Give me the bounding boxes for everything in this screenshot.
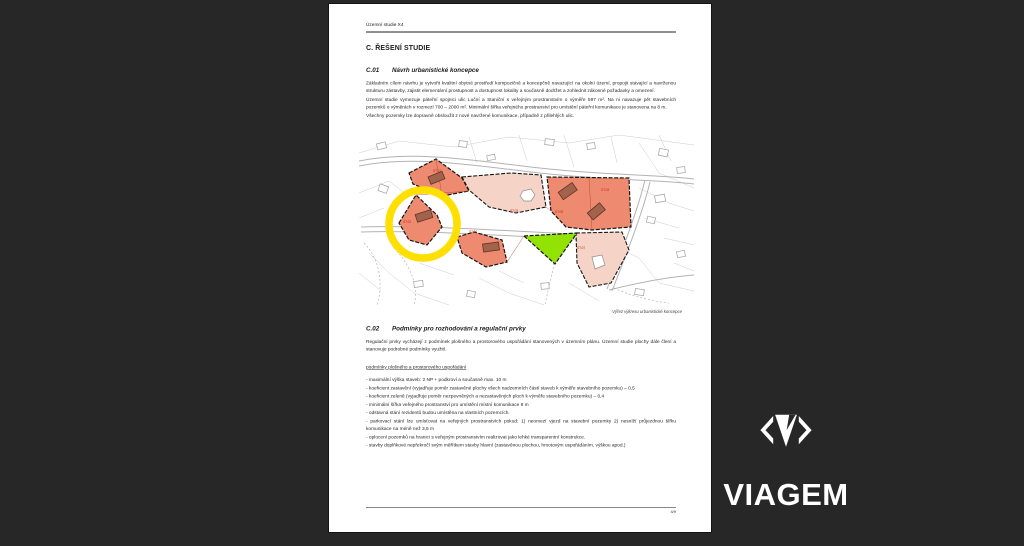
parcel-label: ST.07 [577,246,586,251]
brand-watermark [706,412,866,513]
parcel-st04-st05 [547,177,631,230]
parcel-label: ST.04 [601,188,610,193]
map-drawing [359,133,694,308]
parcel-label: ST.05 [555,210,564,215]
brand-name: VIAGEM [723,477,849,512]
page-number: 4/9 [670,509,676,514]
parcel-label: ST.01 [433,169,442,174]
list-item: - oplocení pozemků na hranici s veřejným prostranstvím realizovat jako lehké transparentní konstrukce. [366,434,586,440]
paragraph: Základním cílem návrhu je vytvořit kvalitní obytné prostředí kompozičně a koncepčně navazující na okolní území, propojit stávající a navrženou strukturu zástavby, zajistit elementární prostupnost a dostupnost lokality a současně dodržet a zohlednit zákonné požadavky a omezení. [366,80,676,94]
list-item: - minimální šířka veřejného prostranství pro umístění místní komunikace 8 m [366,401,529,408]
section-c02-heading [366,325,676,332]
section-c02-title: Podmínky pro rozhodování a regulační prvky [392,325,526,333]
document-header-title: Územní studie X4 [366,22,676,33]
paragraph: Všechny pozemky lze dopravně obsloužit z nové navržené komunikace, případně z přilehlých ulic. [366,113,575,119]
paragraph: Regulační prvky vycházejí z podmínek plošného a prostorového uspořádání stanovených v územním plánu. Územní studie plochy dále člení a stanovuje podrobné podmínky využití. [366,339,676,353]
list-item: - odstavná stání rezidentů budou umístěna na vlastních pozemcích. [366,410,510,416]
list-item: - koeficient zeleně (vyjadřuje poměr nezpevněných a nezastavěných ploch k výměře stavebního pozemku) – 0,4 [366,393,605,400]
conditions-subheading: podmínky plošného a prostorového uspořádání [366,364,467,371]
section-c01-heading [366,67,676,74]
urban-concept-map-figure [359,133,694,314]
gem-icon [754,412,818,470]
map-caption: Výřez výkresu urbanistické koncepce [612,309,682,315]
parcel-label: ST.03 [510,209,519,214]
footer-divider [366,507,676,514]
chapter-title: C. ŘEŠENÍ STUDIE [366,43,431,52]
list-item: - parkovací stání lze umísťovat na veřejných prostranstvích pokud: 1) neomezí vjezd na stavební pozemky 2) nesníží průjezdnou šířku komunikace na méně než 3,5 m [366,418,676,432]
section-c02-number: C.02 [366,325,380,333]
document-page [328,3,712,533]
list-item: - stavby doplňkové nepřekročí svým měřítkem stavby hlavní (zastavěnou plochou, hmotovým uspořádáním, výškou apod.) [366,442,626,449]
parcel-label: ST.06 [469,230,478,235]
paragraph: Územní studie vymezuje páteřní spojnici ulic Luční a Staniční s veřejným prostranstvím o výměře 597 m². Na ni navazuje pět stavebních pozemků o výměrách v rozmezí 700 – 2000 m². Minimální šířka veřejného prostranství pro umístění páteřní komunikace je stanovena na 8 m. [366,96,676,110]
list-item: - maximální výška staveb: 2 NP + podkroví a současně max. 10 m [366,377,507,383]
list-item: - koeficient zastavění (vyjadřuje poměr zastavěné plochy všech nadzemních částí staveb k výměře stavebního pozemku) – 0,5 [366,385,635,391]
parcel-label: ST.02 [403,220,412,225]
conditions-list [366,376,676,449]
section-c01-title: Návrh urbanistické koncepce [392,66,479,74]
section-c01-number: C.01 [366,66,380,74]
parcel-green [524,233,577,264]
